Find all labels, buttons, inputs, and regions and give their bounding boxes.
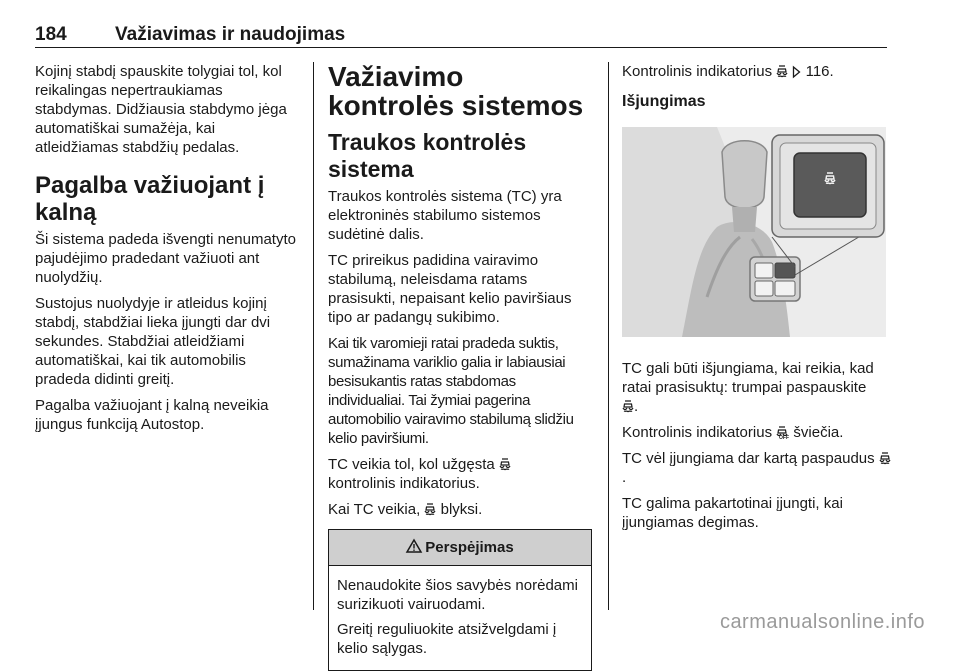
page-header <box>35 22 887 48</box>
deactivation-paragraph <box>622 449 892 487</box>
deactivation-paragraph <box>622 423 892 442</box>
traction-control-icon <box>776 64 788 78</box>
column-1 <box>35 62 300 441</box>
tc-paragraph: Traukos kontrolės sistema (TC) yra elektroninės stabilumo sistemos sudėtinė dalis. <box>328 188 562 243</box>
page-number: 184 <box>35 24 67 45</box>
column-3 <box>622 62 892 539</box>
page-reference-icon <box>792 66 801 78</box>
svg-text:OFF: OFF <box>779 435 790 441</box>
tc-paragraph: TC prireikus padidina vairavimo stabilumą, neleisdama ratams prasisukti, nepaisant kelio paviršiaus tipo ar padangų sukibimo. <box>328 252 572 326</box>
text-span: blyksi. <box>440 501 483 518</box>
text-span: . <box>634 398 639 415</box>
watermark: carmanualsonline.info <box>719 611 925 633</box>
hill-assist-paragraph: Ši sistema padeda išvengti nenumatyto pajudėjimo pradedant važiuoti ant nuolydžių. <box>35 231 296 286</box>
tc-button-illustration <box>622 127 886 337</box>
text-span: Kontrolinis indikatorius <box>622 424 773 441</box>
warning-paragraph: Nenaudokite šios savybės norėdami surizikuoti vairuodami. <box>337 577 578 613</box>
text-span: 116. <box>805 63 834 80</box>
warning-triangle-icon <box>406 539 422 557</box>
indicator-reference <box>622 62 892 81</box>
warning-box <box>328 529 592 671</box>
text-span: . <box>622 469 627 486</box>
traction-control-icon <box>424 502 436 516</box>
text-span: Kontrolinis indikatorius <box>622 63 773 80</box>
traction-control-icon <box>879 451 891 465</box>
tc-paragraph: Kai tik varomieji ratai pradeda suktis, sumažinama variklio galia ir labiausiai besisukantis ratas stabdomas individualiai. Tai žymiai pagerina automobilio vairavimo stabilumą slidžiu kelio paviršiumi. <box>328 335 574 447</box>
column-divider <box>313 62 314 610</box>
text-span: TC vėl įjungiama dar kartą paspaudus <box>622 450 875 467</box>
tc-paragraph <box>328 455 596 493</box>
text-span: šviečia. <box>793 424 844 441</box>
deactivation-paragraph: TC galima pakartotinai įjungti, kai įjungiamas degimas. <box>622 495 843 531</box>
warning-paragraph: Greitį reguliuokite atsižvelgdami į kelio sąlygas. <box>337 621 557 657</box>
deactivation-heading: Išjungimas <box>622 93 706 110</box>
hill-assist-paragraph: Sustojus nuolydyje ir atleidus kojinį stabdį, stabdžiai lieka įjungti dar dvi sekundes. Stabdžiai atleidžiami automatiškai, kai tik automobilis pradeda didinti greitį. <box>35 295 271 388</box>
traction-control-heading: Traukos kontrolės sistema <box>328 129 527 182</box>
text-span: TC gali būti išjungiama, kai reikia, kad ratai prasisuktų: trumpai paspauskite <box>622 360 874 396</box>
warning-title: Perspėjimas <box>425 539 514 556</box>
section-heading: Važiavimo kontrolės sistemos <box>328 61 584 121</box>
traction-control-off-icon <box>776 425 789 439</box>
text-span: TC veikia tol, kol užgęsta <box>328 456 495 473</box>
running-title: Važiavimas ir naudojimas <box>115 24 346 45</box>
tc-paragraph <box>328 500 596 519</box>
column-divider <box>608 62 609 610</box>
text-span: kontrolinis indikatorius. <box>328 475 480 492</box>
hill-assist-paragraph: Pagalba važiuojant į kalną neveikia įjungus funkciją Autostop. <box>35 397 269 433</box>
hill-assist-heading: Pagalba važiuojant į kalną <box>35 172 265 226</box>
traction-control-icon <box>622 399 634 413</box>
traction-control-icon <box>499 457 511 471</box>
column-2 <box>328 62 596 671</box>
warning-header <box>329 530 591 566</box>
text-span: Kai TC veikia, <box>328 501 421 518</box>
intro-paragraph: Kojinį stabdį spauskite tolygiai tol, kol reikalingas nepertraukiamas stabdymas. Didžiausia stabdymo jėga automatiškai sumažėja, kai atleidžiamas stabdžių pedalas. <box>35 63 287 156</box>
deactivation-paragraph <box>622 359 892 416</box>
warning-body <box>329 566 591 670</box>
